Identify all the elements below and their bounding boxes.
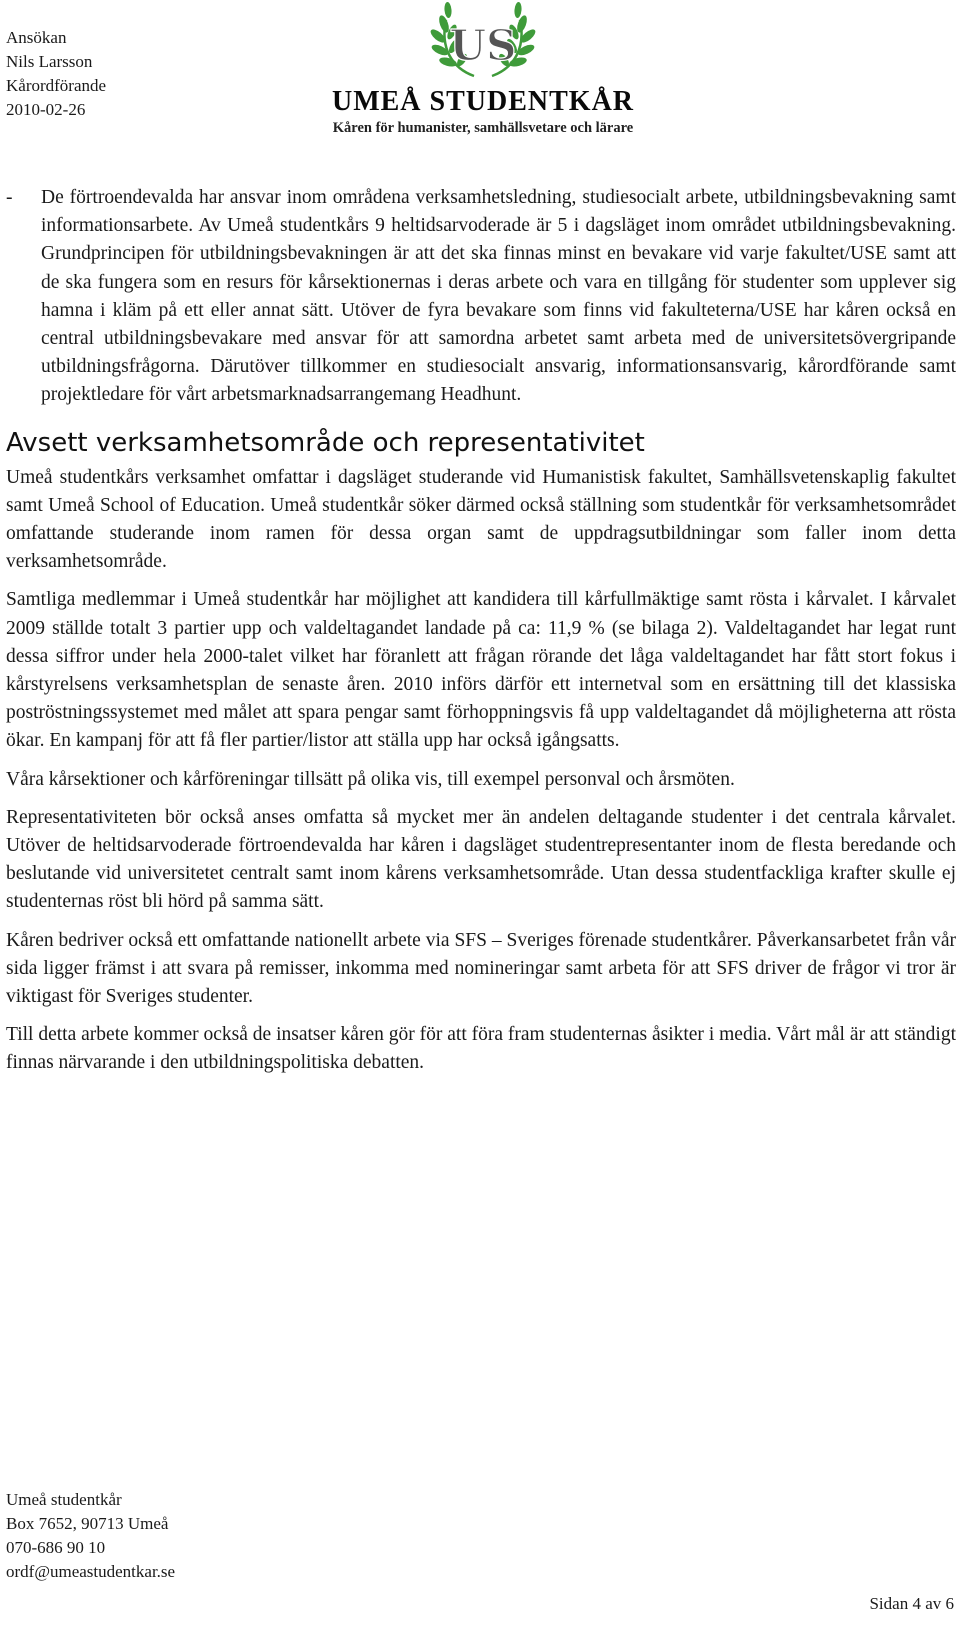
meta-role: Kårordförande — [6, 76, 107, 95]
paragraph-national-work: Kåren bedriver också ett omfattande nationellt arbete via SFS – Sveriges förenade studentkårer. Påverkansarbetet från vår sida ligger främst i att svara på remisser, inkomma med nomineringar samt arbeta för att SFS driver de frågor vi tror är viktigast för Sveriges studenter. — [6, 929, 956, 1008]
bullet-dash: - — [6, 187, 13, 208]
paragraph-election: Samtliga medlemmar i Umeå studentkår har möjlighet att kandidera till kårfullmäktige samt rösta i kårvalet. I kårvalet 2009 ställde totalt 3 partier upp och valdeltagandet landade på ca: 11,9 % (se bilaga 2). Valdeltagandet har legat runt dessa siffror under hela 2000-talet vilket har föranlett att frågan rörande det låga valdeltagandet har fått stort fokus i kårstyrelsens verksamhetsplan de senaste åren. 2010 införs därför ett internetval som en ersättning till det klassiska poströstningssystemet med målet att spara pengar samt förhoppningsvis få upp valdeltagandet då möjligheterna att rösta ökar. En kampanj för att få fler partier/listor att ställa upp har också igångsatts. — [6, 589, 956, 752]
footer-address: Box 7652, 90713 Umeå — [6, 1514, 169, 1533]
paragraph-media: Till detta arbete kommer också de insatser kåren gör för att föra fram studenternas åsikter i media. Vårt mål är att ständigt finnas närvarande i den utbildningspolitiska debatten. — [6, 1024, 956, 1074]
meta-date: 2010-02-26 — [6, 100, 86, 119]
footer-org: Umeå studentkår — [6, 1490, 122, 1509]
document-body — [6, 184, 956, 1088]
section-heading: Avsett verksamhetsområde och representativitet — [6, 427, 645, 458]
logo-tagline: Kåren för humanister, samhällsvetare och lärare — [332, 120, 634, 136]
page-number: Sidan 4 av 6 — [869, 1594, 954, 1613]
laurel-wreath-emblem — [430, 2, 536, 82]
bullet-paragraph — [6, 184, 956, 410]
footer-contact — [6, 1488, 175, 1584]
logo-monogram: US — [449, 21, 517, 70]
footer-phone: 070-686 90 10 — [6, 1538, 106, 1557]
paragraph-scope: Umeå studentkårs verksamhet omfattar i dagsläget studerande vid Humanistisk fakultet, Samhällsvetenskaplig fakultet samt Umeå School of Education. Umeå studentkår söker därmed också ställning som studentkår för verksamhetsområdet omfattande studerande inom ramen för dessa organ samt de uppdragsutbildningar som faller inom detta verksamhetsområde. — [6, 466, 956, 573]
paragraph-sections: Våra kårsektioner och kårföreningar tillsätt på olika vis, till exempel personval och årsmöten. — [6, 768, 735, 790]
logo-org-name: UMEÅ STUDENTKÅR — [331, 86, 635, 117]
bullet-text: De förtroendevalda har ansvar inom områdena verksamhetsledning, studiesocialt arbete, utbildningsbevakning samt informationsarbete. Av Umeå studentkårs 9 heltidsarvoderade är 5 i dagsläget inom området utbildningsbevakning. Grundprincipen för utbildningsbevakningen är att det ska finnas minst en bevakare vid varje fakultet/USE samt att de ska fungera som en resurs för kårsektionernas i deras arbete och vara en tillgång för studenter som upplever sig hamna i kläm på ett eller annat sätt. Utöver de fyra bevakare som finns vid fakulteterna/USE har kåren också en central utbildningsbevakare med ansvar för att samordna arbetet samt arbeta med de universitetsövergripande utbildningsfrågorna. Därutöver tillkommer en studiesocialt ansvarig, informationsansvarig, kårordförande samt projektledare för vårt arbetsmarknadsarrangemang Headhunt. — [41, 187, 956, 406]
umea-studentkar-logo — [322, 2, 644, 142]
meta-author: Nils Larsson — [6, 52, 93, 71]
meta-document-type: Ansökan — [6, 28, 67, 47]
paragraph-representativity: Representativiteten bör också anses omfatta så mycket mer än andelen deltagande studenter i det centrala kårvalet. Utöver de heltidsarvoderade förtroendevalda har kåren i dagsläget studentrepresentanter inom de flesta beredande och beslutande vid universitetet centralt samt inom kårens verksamhetsområde. Utan dessa studentfackliga krafter skulle ej studenternas röst bli hörd på samma sätt. — [6, 806, 956, 913]
footer-email: ordf@umeastudentkar.se — [6, 1562, 176, 1581]
document-meta — [6, 26, 106, 122]
